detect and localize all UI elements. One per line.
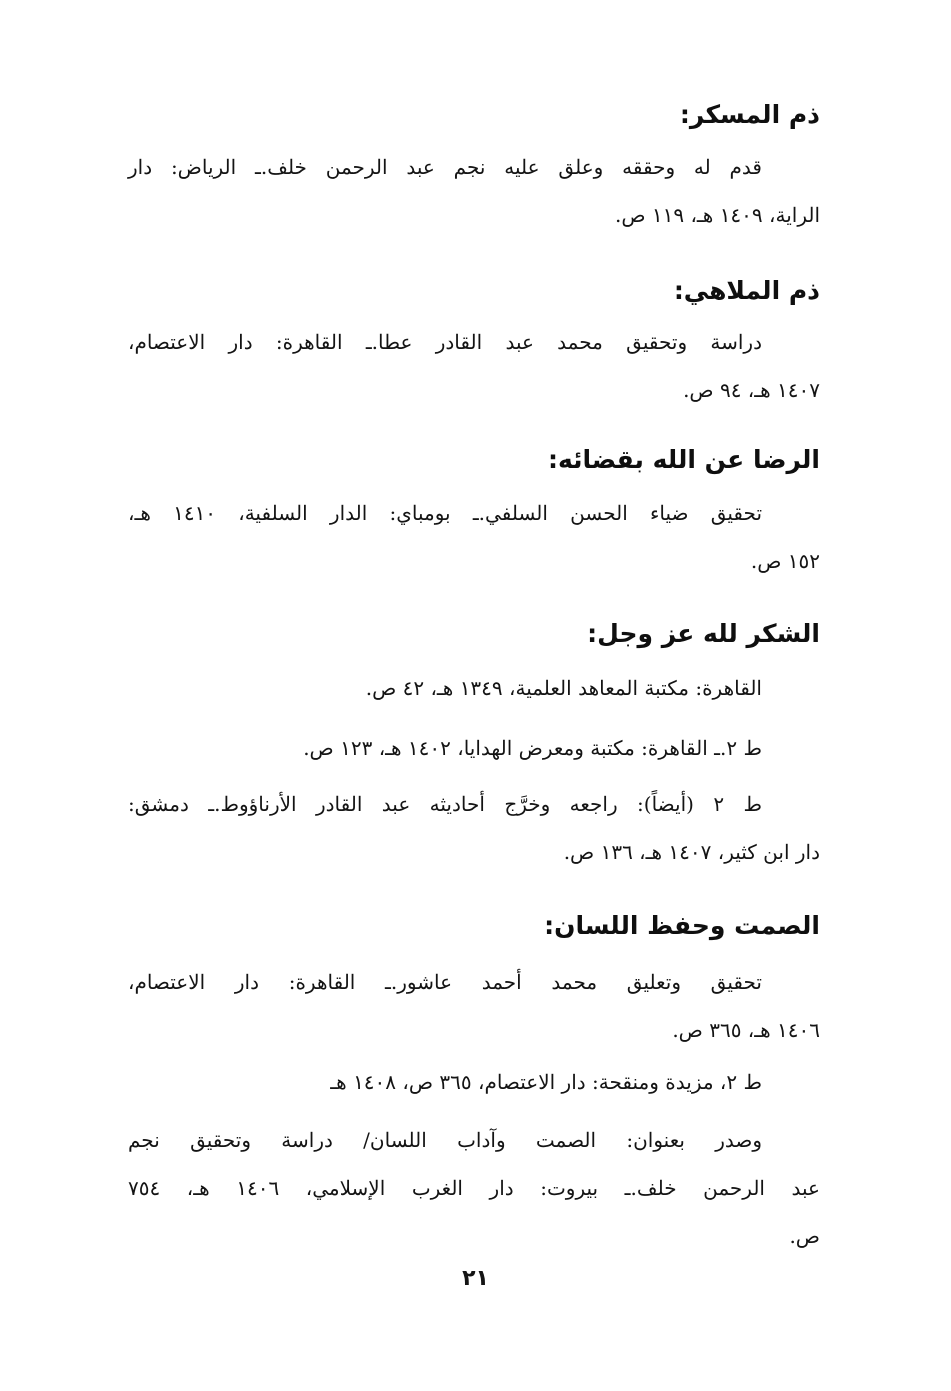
document-page — [128, 0, 820, 1391]
edition-line: ط ٢، مزيدة ومنقحة: دار الاعتصام، ٣٦٥ ص، ١٤٠٨ هـ — [330, 1070, 762, 1094]
page-number: ٢١ — [462, 1266, 489, 1291]
entry-heading: ذم الملاهي: — [673, 276, 820, 305]
paragraph-line: الراية، ١٤٠٩ هـ، ١١٩ ص. — [614, 203, 820, 227]
entry-paragraph — [128, 1116, 820, 1260]
paragraph-line: ١٤٠٧ هـ، ٩٤ ص. — [683, 378, 820, 402]
paragraph-line: ط ٢ (أيضاً): راجعه وخرَّج أحاديثه عبد القادر الأرناؤوط.ـ دمشق: — [128, 792, 762, 816]
paragraph-line: ١٤٠٦ هـ، ٣٦٥ ص. — [672, 1018, 820, 1042]
paragraph-line: قدم له وحققه وعلق عليه نجم عبد الرحمن خلف.ـ الرياض: دار — [128, 155, 762, 179]
edition-line: ط ٢.ـ القاهرة: مكتبة ومعرض الهدايا، ١٤٠٢ هـ، ١٢٣ ص. — [303, 736, 762, 760]
entry-heading: الرضا عن الله بقضائه: — [547, 445, 820, 474]
paragraph-line: ١٥٢ ص. — [750, 549, 820, 573]
entry-heading: الشكر لله عز وجل: — [587, 619, 820, 648]
entry-paragraph — [128, 143, 820, 239]
edition-line: القاهرة: مكتبة المعاهد العلمية، ١٣٤٩ هـ، ٤٢ ص. — [365, 676, 762, 700]
entry-paragraph — [128, 489, 820, 585]
entry-heading: ذم المسكر: — [679, 100, 820, 129]
paragraph-line: تحقيق ضياء الحسن السلفي.ـ بومباي: الدار السلفية، ١٤١٠ هـ، — [128, 501, 763, 525]
paragraph-line: تحقيق وتعليق محمد أحمد عاشور.ـ القاهرة: دار الاعتصام، — [128, 970, 762, 994]
paragraph-line: ص. — [789, 1224, 820, 1248]
paragraph-line: عبد الرحمن خلف.ـ بيروت: دار الغرب الإسلامي، ١٤٠٦ هـ، ٧٥٤ — [128, 1176, 820, 1200]
paragraph-line: وصدر بعنوان: الصمت وآداب اللسان/ دراسة وتحقيق نجم — [128, 1128, 762, 1152]
entry-paragraph — [128, 780, 820, 876]
paragraph-line: دراسة وتحقيق محمد عبد القادر عطا.ـ القاهرة: دار الاعتصام، — [128, 330, 762, 354]
entry-heading: الصمت وحفظ اللسان: — [544, 911, 820, 940]
entry-paragraph — [128, 318, 820, 414]
entry-paragraph — [128, 958, 820, 1054]
paragraph-line: دار ابن كثير، ١٤٠٧ هـ، ١٣٦ ص. — [563, 840, 820, 864]
